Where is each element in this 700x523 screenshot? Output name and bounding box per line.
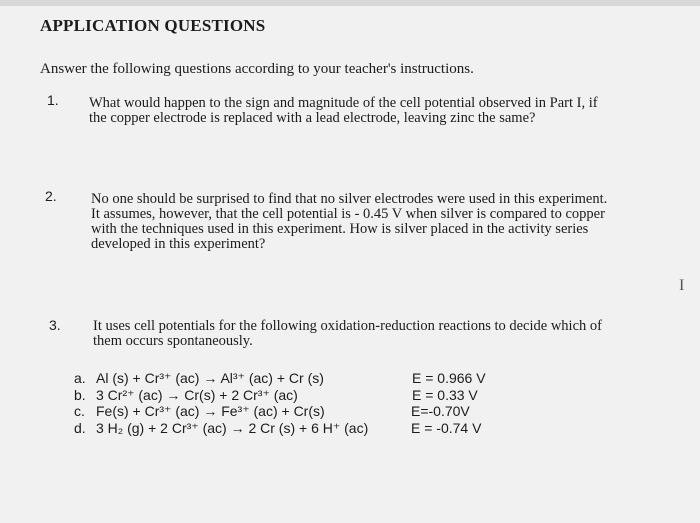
reaction-equation: Al (s) + Cr³⁺ (ac) → Al³⁺ (ac) + Cr (s) (96, 370, 324, 386)
reaction-equation: Fe(s) + Cr³⁺ (ac) → Fe³⁺ (ac) + Cr(s) (96, 403, 325, 419)
reaction-equation: 3 H₂ (g) + 2 Cr³⁺ (ac) → 2 Cr (s) + 6 H⁺ (ac) (96, 419, 369, 436)
reaction-potential: E = 0.33 V (412, 386, 478, 403)
question-line: No one should be surprised to find that no silver electrodes were used in this experiment. (91, 191, 608, 207)
text-cursor-icon: I (679, 277, 685, 294)
question-line: It assumes, however, that the cell potential is - 0.45 V when silver is compared to copper (91, 206, 605, 222)
page-title: APPLICATION QUESTIONS (40, 16, 266, 35)
question-number: 1. (47, 92, 59, 108)
reaction-list (74, 370, 486, 436)
reaction-potential: E=-0.70V (411, 403, 470, 419)
reaction-potential: E = 0.966 V (412, 370, 486, 386)
question-text (89, 96, 689, 126)
question-line: What would happen to the sign and magnitude of the cell potential observed in Part I, if (89, 95, 598, 111)
reaction-item (74, 419, 482, 437)
reaction-equation: 3 Cr²⁺ (ac) → Cr(s) + 2 Cr³⁺ (ac) (96, 386, 298, 403)
question-line: with the techniques used in this experiment. How is silver placed in the activity series (91, 221, 589, 237)
reaction-item (74, 403, 470, 420)
reaction-letter: d. (74, 419, 86, 436)
question-line: It uses cell potentials for the following oxidation-reduction reactions to decide which of (93, 318, 602, 334)
question-number: 2. (45, 188, 57, 204)
reaction-letter: c. (74, 403, 85, 419)
question-text (91, 192, 691, 252)
question-line: the copper electrode is replaced with a lead electrode, leaving zinc the same? (89, 110, 536, 126)
reaction-item (74, 370, 486, 387)
reaction-item (74, 386, 478, 404)
question-text (93, 319, 693, 349)
question-number: 3. (49, 317, 61, 333)
question-line: developed in this experiment? (91, 236, 266, 252)
reaction-letter: b. (74, 386, 86, 403)
instructions-text: Answer the following questions according to your teacher's instructions. (40, 61, 474, 77)
question-line: them occurs spontaneously. (93, 333, 253, 349)
reaction-potential: E = -0.74 V (411, 419, 482, 436)
top-edge-strip (0, 0, 700, 6)
reaction-letter: a. (74, 370, 86, 386)
